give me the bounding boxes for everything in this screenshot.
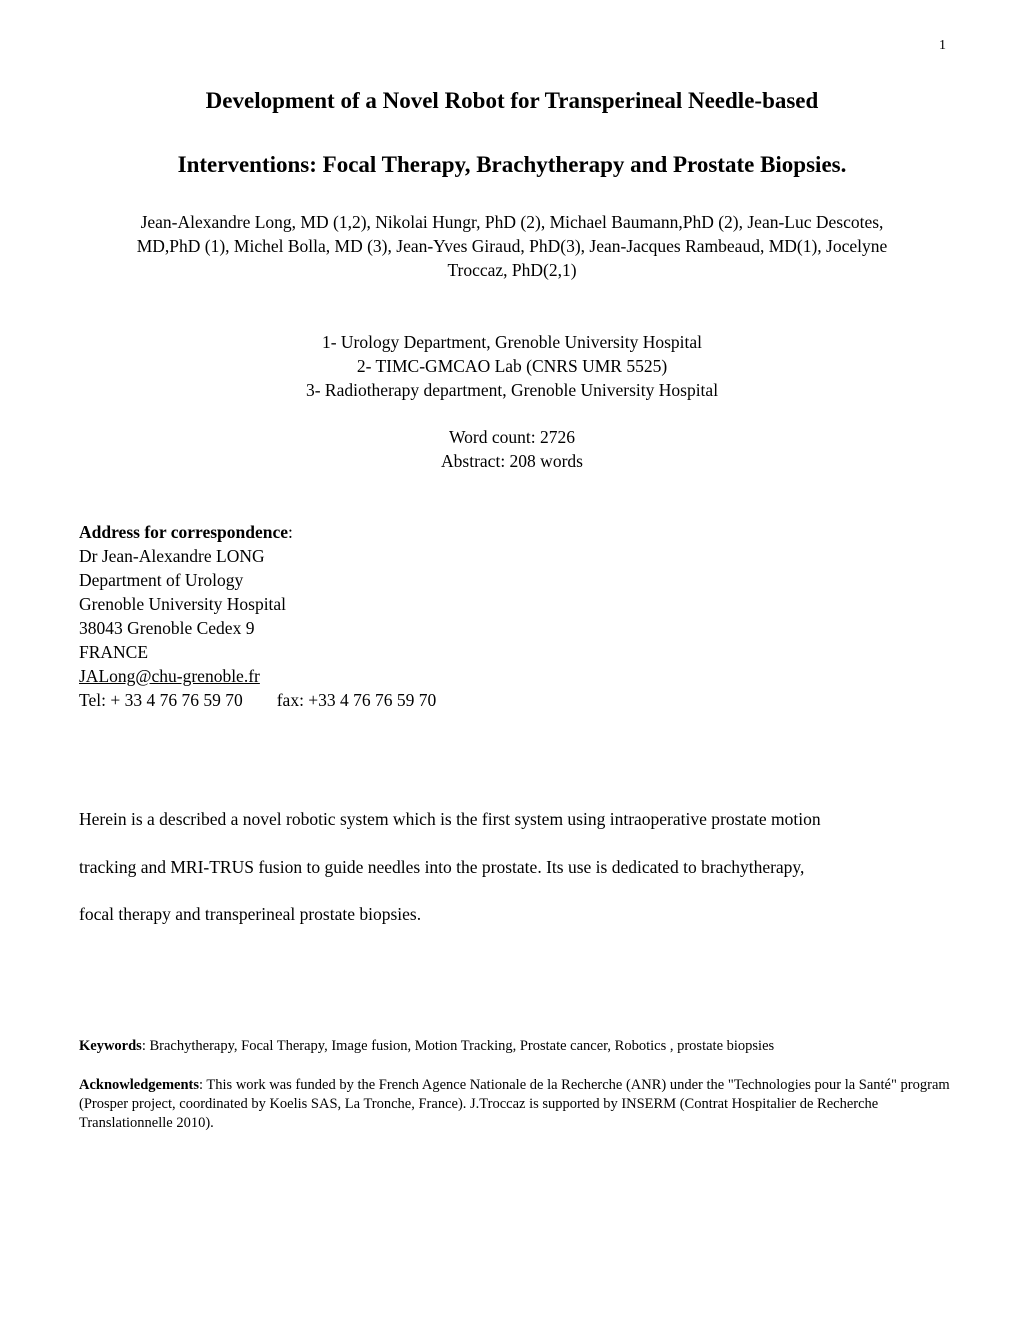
word-count: Word count: 2726 xyxy=(449,427,575,447)
correspondence-address xyxy=(79,520,436,712)
word-counts xyxy=(0,425,1024,473)
acknowledgements xyxy=(79,1076,959,1133)
affiliation-item: 2- TIMC-GMCAO Lab (CNRS UMR 5525) xyxy=(356,356,668,376)
summary-line: focal therapy and transperineal prostate biopsies. xyxy=(79,904,422,924)
address-heading-line xyxy=(79,520,436,544)
address-department: Department of Urology xyxy=(79,570,244,590)
affiliation-item: 1- Urology Department, Grenoble University Hospital xyxy=(321,332,703,352)
summary-line: tracking and MRI-TRUS fusion to guide needles into the prostate. Its use is dedicated to brachytherapy, xyxy=(79,856,805,877)
page-number: 1 xyxy=(939,38,946,53)
author-line: Jean-Alexandre Long, MD (1,2), Nikolai Hungr, PhD (2), Michael Baumann,PhD (2), Jean-Luc Descotes, xyxy=(140,212,884,232)
address-city: 38043 Grenoble Cedex 9 xyxy=(79,618,255,638)
address-hospital: Grenoble University Hospital xyxy=(79,594,287,614)
acknowledgements-text: : This work was funded by the French Agence Nationale de la Recherche (ANR) under the "Technologies pour la Santé" program (Prosper project, coordinated by Koelis SAS, La Tronche, France). J.Troccaz is supported by INSERM (Contrat Hospitalier de Recherche Translationnelle 2010). xyxy=(79,1077,950,1131)
affiliation-list xyxy=(0,330,1024,402)
keywords-text: : Brachytherapy, Focal Therapy, Image fusion, Motion Tracking, Prostate cancer, Robotics , prostate biopsies xyxy=(141,1038,775,1054)
email-link[interactable]: JALong@chu-grenoble.fr xyxy=(79,666,260,686)
author-line: Troccaz, PhD(2,1) xyxy=(447,260,577,280)
acknowledgements-label: Acknowledgements xyxy=(79,1077,200,1093)
keywords-label: Keywords xyxy=(79,1038,142,1054)
keywords xyxy=(79,1037,959,1056)
abstract-count: Abstract: 208 words xyxy=(441,451,583,471)
paper-title-line-1: Development of a Novel Robot for Transperineal Needle-based xyxy=(205,88,819,113)
summary-line: Herein is a described a novel robotic system which is the first system using intraoperative prostate motion xyxy=(79,809,821,829)
contact-phone-line xyxy=(79,688,436,712)
address-name: Dr Jean-Alexandre LONG xyxy=(79,546,265,566)
address-country: FRANCE xyxy=(79,642,149,662)
address-heading: Address for correspondence xyxy=(79,522,289,542)
author-line: MD,PhD (1), Michel Bolla, MD (3), Jean-Yves Giraud, PhD(3), Jean-Jacques Rambeaud, MD(1), Jocelyne xyxy=(136,236,888,256)
affiliation-item: 3- Radiotherapy department, Grenoble University Hospital xyxy=(305,380,719,400)
fax: fax: +33 4 76 76 59 70 xyxy=(276,690,437,710)
paper-title-line-2: Interventions: Focal Therapy, Brachytherapy and Prostate Biopsies. xyxy=(177,152,847,177)
author-list xyxy=(70,210,954,282)
telephone: Tel: + 33 4 76 76 59 70 xyxy=(79,690,243,710)
address-heading-colon: : xyxy=(288,522,293,542)
summary-paragraph xyxy=(79,796,959,939)
